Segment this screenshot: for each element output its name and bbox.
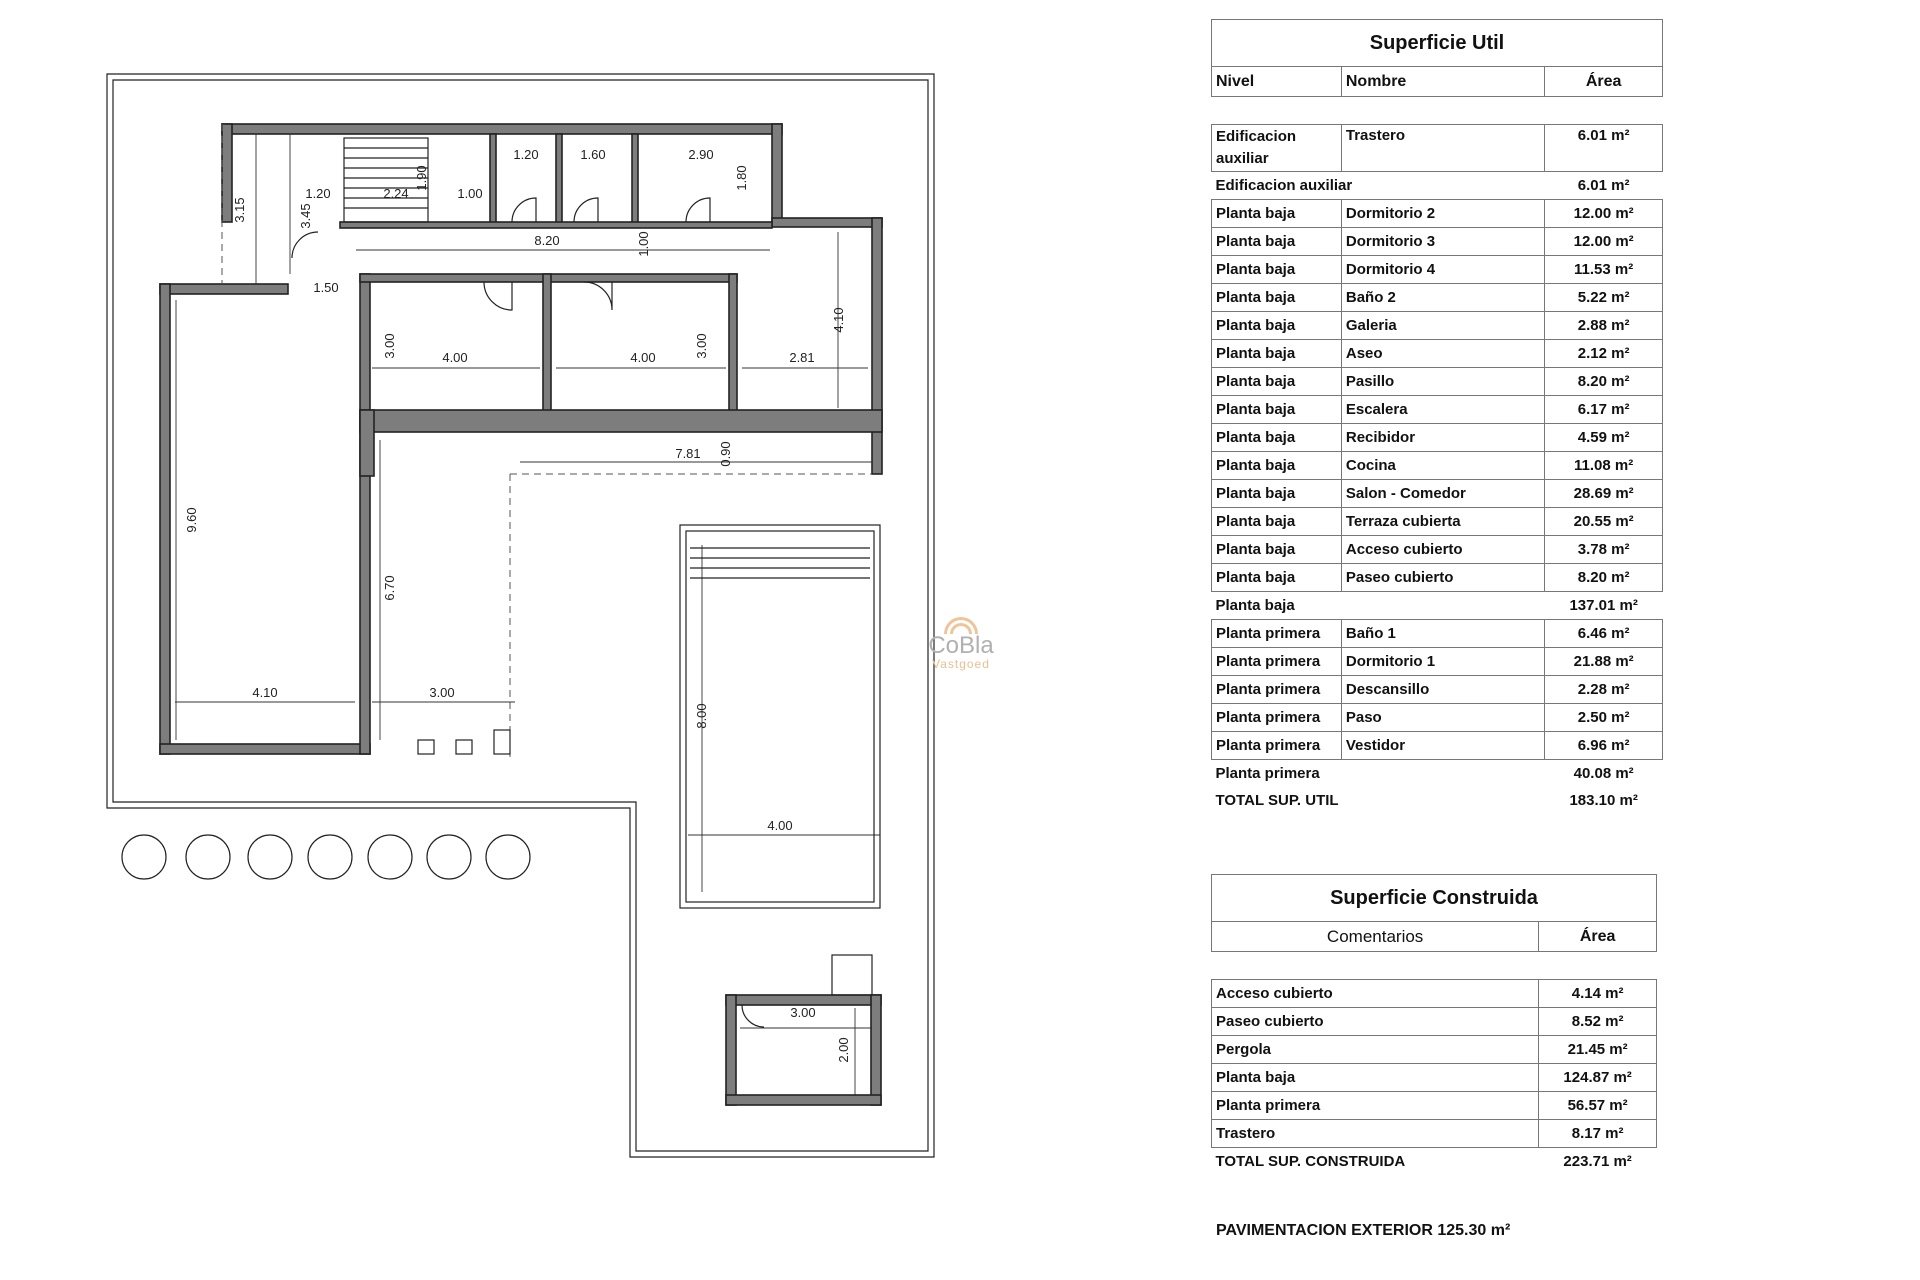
row-nombre: Galeria xyxy=(1341,312,1544,340)
row-nivel: Planta baja xyxy=(1212,340,1342,368)
pavimentacion-exterior: PAVIMENTACION EXTERIOR 125.30 m² xyxy=(1216,1222,1511,1239)
row-nombre: Dormitorio 2 xyxy=(1341,200,1544,228)
header-nombre: Nombre xyxy=(1341,67,1544,97)
dim-label: 4.00 xyxy=(630,350,656,365)
dim-label: 4.00 xyxy=(767,818,793,833)
row-area: 5.22 m² xyxy=(1545,284,1663,312)
row-nivel: Planta primera xyxy=(1212,732,1342,760)
dim-label: 4.00 xyxy=(442,350,468,365)
baja-rows xyxy=(1212,200,1663,592)
table-row xyxy=(1212,452,1663,480)
table-row xyxy=(1212,676,1663,704)
row-nombre: Paseo cubierto xyxy=(1341,564,1544,592)
superficie-util-table xyxy=(1211,19,1663,814)
row-nivel: Planta baja xyxy=(1212,424,1342,452)
table-row xyxy=(1212,620,1663,648)
row-nombre: Dormitorio 1 xyxy=(1341,648,1544,676)
dim-label: 4.10 xyxy=(252,685,278,700)
subtotal-label: Edificacion auxiliar xyxy=(1215,177,1353,194)
row-area: 21.45 m² xyxy=(1539,1036,1657,1064)
house-walls xyxy=(160,124,882,754)
table-row xyxy=(1212,980,1657,1008)
table-row xyxy=(1212,480,1663,508)
table-row xyxy=(1212,368,1663,396)
row-area: 2.50 m² xyxy=(1545,704,1663,732)
dim-label: 3.00 xyxy=(429,685,455,700)
table-row xyxy=(1212,284,1663,312)
row-area: 21.88 m² xyxy=(1545,648,1663,676)
dim-label: 2.81 xyxy=(789,350,815,365)
row-nombre: Paso xyxy=(1341,704,1544,732)
row-nivel: Planta primera xyxy=(1212,704,1342,732)
row-area: 6.46 m² xyxy=(1545,620,1663,648)
table-row xyxy=(1212,396,1663,424)
header-comentarios: Comentarios xyxy=(1212,922,1539,952)
table-row xyxy=(1212,1120,1657,1148)
row-name: Planta baja xyxy=(1212,1064,1539,1092)
dim-label: 1.60 xyxy=(580,147,606,162)
row-area: 2.12 m² xyxy=(1545,340,1663,368)
header-nivel: Nivel xyxy=(1212,67,1342,97)
table-row xyxy=(1212,228,1663,256)
total-row xyxy=(1212,1148,1657,1176)
dim-label: 1.00 xyxy=(636,231,651,257)
dim-label: 3.15 xyxy=(232,197,247,223)
logo-mark-icon xyxy=(944,612,978,634)
subtotal-area: 6.01 m² xyxy=(1577,177,1630,194)
dim-label: 6.70 xyxy=(382,575,397,601)
subtotal-row xyxy=(1212,592,1663,620)
row-nombre: Escalera xyxy=(1341,396,1544,424)
row-nombre: Terraza cubierta xyxy=(1341,508,1544,536)
row-nombre: Baño 2 xyxy=(1341,284,1544,312)
row-area: 8.17 m² xyxy=(1539,1120,1657,1148)
row-nombre: Aseo xyxy=(1341,340,1544,368)
row-area: 6.96 m² xyxy=(1545,732,1663,760)
logo-subtitle: Vastgoed xyxy=(932,657,990,671)
row-nivel: Edificacion auxiliar xyxy=(1212,125,1342,172)
superficie-construida-table xyxy=(1211,874,1657,1175)
table-row xyxy=(1212,1036,1657,1064)
row-nivel: Planta baja xyxy=(1212,536,1342,564)
total-label: TOTAL SUP. UTIL xyxy=(1215,792,1339,809)
row-nivel: Planta baja xyxy=(1212,256,1342,284)
dim-label: 2.90 xyxy=(688,147,714,162)
row-nombre: Baño 1 xyxy=(1341,620,1544,648)
total-label: TOTAL SUP. CONSTRUIDA xyxy=(1215,1153,1406,1170)
row-nivel: Planta primera xyxy=(1212,620,1342,648)
subtotal-area: 40.08 m² xyxy=(1573,765,1634,782)
row-nivel: Planta primera xyxy=(1212,648,1342,676)
row-area: 124.87 m² xyxy=(1539,1064,1657,1092)
row-nombre: Acceso cubierto xyxy=(1341,536,1544,564)
superficie-util-title: Superficie Util xyxy=(1212,20,1663,67)
dim-label: 3.45 xyxy=(298,203,313,229)
table-row xyxy=(1212,1092,1657,1120)
row-area: 8.20 m² xyxy=(1545,564,1663,592)
dim-label: 3.00 xyxy=(694,333,709,359)
row-nombre: Recibidor xyxy=(1341,424,1544,452)
row-nivel: Planta baja xyxy=(1212,508,1342,536)
row-nombre: Dormitorio 4 xyxy=(1341,256,1544,284)
row-area: 6.17 m² xyxy=(1545,396,1663,424)
row-nombre: Trastero xyxy=(1341,125,1544,172)
row-name: Paseo cubierto xyxy=(1212,1008,1539,1036)
row-nombre: Descansillo xyxy=(1341,676,1544,704)
cobla-logo xyxy=(922,612,1000,672)
row-area: 20.55 m² xyxy=(1545,508,1663,536)
dim-label: 1.20 xyxy=(513,147,539,162)
row-area: 6.01 m² xyxy=(1545,125,1663,172)
dim-label: 1.00 xyxy=(457,186,483,201)
subtotal-area: 137.01 m² xyxy=(1569,597,1638,614)
row-area: 12.00 m² xyxy=(1545,228,1663,256)
row-nivel: Planta baja xyxy=(1212,452,1342,480)
table-row xyxy=(1212,704,1663,732)
total-row xyxy=(1212,787,1663,814)
row-name: Trastero xyxy=(1212,1120,1539,1148)
dim-label: 1.80 xyxy=(734,165,749,191)
row-nivel: Planta baja xyxy=(1212,480,1342,508)
row-area: 8.52 m² xyxy=(1539,1008,1657,1036)
trastero-building xyxy=(726,955,881,1105)
row-area: 4.59 m² xyxy=(1545,424,1663,452)
dim-label: 1.90 xyxy=(414,165,429,191)
header-area: Área xyxy=(1539,922,1657,952)
table-row xyxy=(1212,508,1663,536)
dim-label: 0.90 xyxy=(718,441,733,467)
dim-label: 4.10 xyxy=(831,307,846,333)
dim-label: 8.20 xyxy=(534,233,560,248)
dim-label: 2.24 xyxy=(383,186,409,201)
row-nombre: Vestidor xyxy=(1341,732,1544,760)
table-row xyxy=(1212,200,1663,228)
table-row xyxy=(1212,1008,1657,1036)
dim-label: 9.60 xyxy=(184,507,199,533)
row-nombre: Pasillo xyxy=(1341,368,1544,396)
row-nivel: Planta baja xyxy=(1212,200,1342,228)
row-nivel: Planta baja xyxy=(1212,368,1342,396)
subtotal-label: Planta baja xyxy=(1215,597,1295,614)
row-nivel: Planta baja xyxy=(1212,284,1342,312)
subtotal-row xyxy=(1212,760,1663,788)
total-area: 223.71 m² xyxy=(1563,1153,1632,1170)
trees xyxy=(122,835,530,879)
row-nivel: Planta primera xyxy=(1212,676,1342,704)
row-name: Acceso cubierto xyxy=(1212,980,1539,1008)
row-nivel: Planta baja xyxy=(1212,312,1342,340)
dim-label: 7.81 xyxy=(675,446,701,461)
table-row xyxy=(1212,648,1663,676)
row-name: Pergola xyxy=(1212,1036,1539,1064)
table-row xyxy=(1212,536,1663,564)
row-nivel: Planta baja xyxy=(1212,564,1342,592)
row-nivel: Planta baja xyxy=(1212,228,1342,256)
dim-label: 1.50 xyxy=(313,280,339,295)
total-area: 183.10 m² xyxy=(1569,792,1638,809)
row-nombre: Salon - Comedor xyxy=(1341,480,1544,508)
row-area: 56.57 m² xyxy=(1539,1092,1657,1120)
row-area: 11.53 m² xyxy=(1545,256,1663,284)
row-area: 3.78 m² xyxy=(1545,536,1663,564)
row-area: 2.28 m² xyxy=(1545,676,1663,704)
row-area: 11.08 m² xyxy=(1545,452,1663,480)
table-row xyxy=(1212,256,1663,284)
table-row xyxy=(1212,340,1663,368)
subtotal-label: Planta primera xyxy=(1215,765,1320,782)
superficie-construida-title: Superficie Construida xyxy=(1212,875,1657,922)
row-nivel: Planta baja xyxy=(1212,396,1342,424)
dim-label: 8.00 xyxy=(694,703,709,729)
row-name: Planta primera xyxy=(1212,1092,1539,1120)
logo-name: CoBla xyxy=(928,632,994,659)
row-area: 28.69 m² xyxy=(1545,480,1663,508)
table-row xyxy=(1212,424,1663,452)
subtotal-row xyxy=(1212,172,1663,200)
row-nombre: Cocina xyxy=(1341,452,1544,480)
row-nombre: Dormitorio 3 xyxy=(1341,228,1544,256)
row-area: 4.14 m² xyxy=(1539,980,1657,1008)
header-area: Área xyxy=(1545,67,1663,97)
table-row xyxy=(1212,1064,1657,1092)
dim-label: 3.00 xyxy=(790,1005,816,1020)
primera-rows xyxy=(1212,620,1663,760)
pillars xyxy=(418,730,510,754)
row-area: 12.00 m² xyxy=(1545,200,1663,228)
dim-label: 3.00 xyxy=(382,333,397,359)
table-row xyxy=(1212,564,1663,592)
row-area: 8.20 m² xyxy=(1545,368,1663,396)
table-row xyxy=(1212,312,1663,340)
table-row xyxy=(1212,732,1663,760)
dim-label: 2.00 xyxy=(836,1037,851,1063)
pool xyxy=(680,525,880,908)
row-area: 2.88 m² xyxy=(1545,312,1663,340)
dim-label: 1.20 xyxy=(305,186,331,201)
table-row xyxy=(1212,125,1663,172)
